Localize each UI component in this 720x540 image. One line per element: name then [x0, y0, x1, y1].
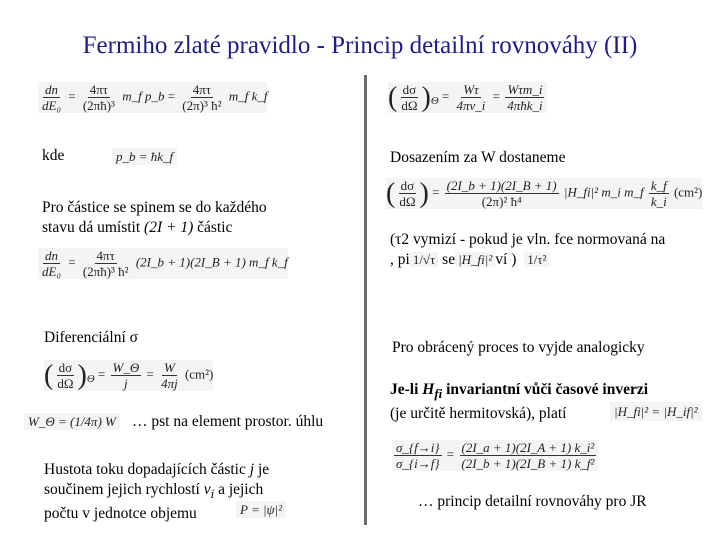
- tau-frac-mid: |H_fi|²: [455, 252, 495, 267]
- conclusion-text: … princip detailní rovnováhy pro JR: [418, 493, 647, 510]
- column-divider: [364, 75, 367, 525]
- tau-note: (τ2 vymizí - pokud je vln. fce normovaná na , pi 1/√τ se |H_fi|² ví ) 1/τ²: [390, 231, 666, 268]
- differential-sigma-label: Diferenciální σ: [44, 329, 138, 346]
- equation-hermitian: |H_fi|² = |H_if|²: [610, 402, 702, 421]
- page-title: Fermiho zlaté pravidlo - Princip detailní rovnováhy (II): [82, 32, 638, 59]
- equation-detailed-balance: $\frac{\sigma\_\{f\to i\}}{\sigma\_\{i\to f\}}$ = $\frac{\text{(2I\_a + 1)(2I\_A + 1) k\_i²}}{\text{(2I\_b + 1)(2I\_B + 1) k\_f²}}$: [392, 440, 598, 471]
- equation-cross-section-w: ( $\frac{d\sigma}{d\Omega}$ )$_\Theta$ = $\frac{W\tau}{4\pi v\_i}$ = $\frac{\text{Wτm\_i}}{\text{4πħk\_i}}$: [388, 82, 547, 113]
- pst-note: … pst na element prostor. úhlu: [132, 413, 324, 430]
- tau-frac-left: 1/√τ: [410, 252, 438, 267]
- tau-frac-right: 1/τ²: [524, 252, 549, 267]
- equation-main-cross-section: ( $\frac{d\sigma}{d\Omega}$ ) = $\frac{(2I\_b + 1)(2I\_B + 1)}{\text{(2π)² ħ⁴}}$ |H_fi|² m_i m_f $\frac{k\_f}{k\_i}$ (cm²): [386, 178, 703, 209]
- substitution-text: Dosazením za W dostaneme: [390, 149, 566, 166]
- spin-text: Pro částice se spinem se do každého stavu dá umístit (2I + 1) částic: [42, 199, 267, 236]
- kde-label: kde: [42, 147, 65, 164]
- equation-density-of-states: $\frac{dn}{\text{dE₀}}$ = $\frac{4\pi\tau}{\text{(2πħ)³}}$ m_f p_b = $\frac{4\pi\tau}{\text{(2π)³ ħ²}}$ m_f k_f: [38, 82, 267, 113]
- equation-w-theta: W_Θ = (1/4π) W: [24, 413, 120, 430]
- equation-probability-density: P = |ψ|²: [236, 501, 286, 518]
- reverse-process-text: Pro obrácený proces to vyjde analogicky: [392, 339, 645, 356]
- invariance-text: Je-li $H_{fi}$ invariantní vůči časové inverzi (je určitě hermitovská), platí: [390, 381, 649, 423]
- equation-spin-degeneracy: $\frac{dn}{\text{dE₀}}$ = $\frac{4\pi\tau}{\text{(2πħ)³ ħ²}}$ (2I_b + 1)(2I_B + 1) m_f k_f: [38, 248, 288, 279]
- equation-momentum: p_b = ħk_f: [112, 148, 177, 165]
- equation-differential-cross-section: ( $\frac{d\sigma}{d\Omega}$ )$_\Theta$ = $\frac{W\_\Theta}{j}$ = $\frac{W}{4\pi j}$ (cm²): [44, 360, 214, 391]
- flux-text: Hustota toku dopadajících částic j je součinem jejich rychlostí $v_i$ a jejich počtu v jednotce objemu: [44, 461, 270, 523]
